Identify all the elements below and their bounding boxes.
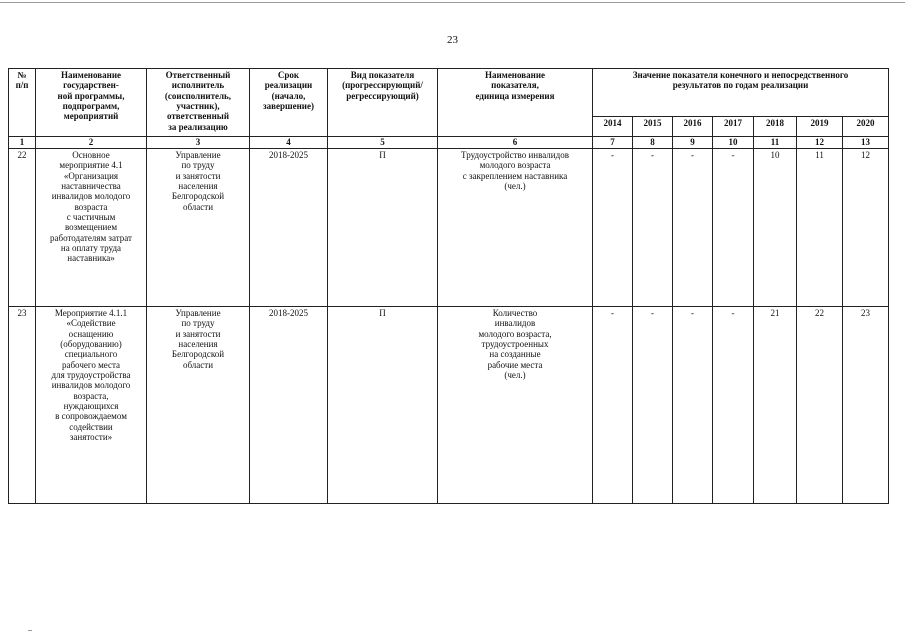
- row-num: 22: [9, 149, 36, 307]
- row-value-2016: -: [673, 307, 713, 504]
- row-value-2017: -: [713, 307, 754, 504]
- header-num: № п/п: [9, 69, 36, 137]
- page-number: 23: [447, 34, 458, 46]
- row-value-2019: 11: [797, 149, 843, 307]
- year-2020: 2020: [843, 117, 889, 137]
- page-top-border: [0, 2, 905, 3]
- year-2016: 2016: [673, 117, 713, 137]
- table-row: [9, 307, 889, 504]
- year-2017: 2017: [713, 117, 754, 137]
- colnum: 7: [593, 137, 633, 149]
- colnum: 9: [673, 137, 713, 149]
- row-value-2018: 10: [754, 149, 797, 307]
- header-values-caption: Значение показателя конечного и непосредственного результатов по годам реализации: [593, 69, 889, 117]
- year-2015: 2015: [633, 117, 673, 137]
- year-2018: 2018: [754, 117, 797, 137]
- row-num: 23: [9, 307, 36, 504]
- row-value-2017: -: [713, 149, 754, 307]
- colnum: 13: [843, 137, 889, 149]
- header-executor: Ответственный исполнитель (соисполнитель, участник), ответственный за реализацию: [147, 69, 250, 137]
- column-numbers-row: [9, 137, 889, 149]
- row-value-2020: 23: [843, 307, 889, 504]
- colnum: 11: [754, 137, 797, 149]
- row-indicator-name: Количество инвалидов молодого возраста, трудоустроенных на созданные рабочие места (чел.): [438, 307, 593, 504]
- colnum: 2: [36, 137, 147, 149]
- colnum: 5: [328, 137, 438, 149]
- row-value-2016: -: [673, 149, 713, 307]
- header-row: [9, 69, 889, 117]
- row-value-2015: -: [633, 307, 673, 504]
- row-indicator-name: Трудоустройство инвалидов молодого возраста с закреплением наставника (чел.): [438, 149, 593, 307]
- colnum: 6: [438, 137, 593, 149]
- colnum: 4: [250, 137, 328, 149]
- colnum: 1: [9, 137, 36, 149]
- year-2014: 2014: [593, 117, 633, 137]
- row-indicator-type: П: [328, 149, 438, 307]
- row-executor: Управление по труду и занятости населения Белгородской области: [147, 149, 250, 307]
- header-period: Срок реализации (начало, завершение): [250, 69, 328, 137]
- row-period: 2018-2025: [250, 149, 328, 307]
- colnum: 12: [797, 137, 843, 149]
- table-row: [9, 149, 889, 307]
- row-value-2018: 21: [754, 307, 797, 504]
- program-table: [8, 68, 889, 504]
- colnum: 10: [713, 137, 754, 149]
- header-indicator-name: Наименование показателя, единица измерения: [438, 69, 593, 137]
- row-indicator-type: П: [328, 307, 438, 504]
- header-indicator-type: Вид показателя (прогрессирующий/ регрессирующий): [328, 69, 438, 137]
- row-program: Мероприятие 4.1.1 «Содействие оснащению (оборудованию) специального рабочего места для трудоустройства инвалидов молодого возраста, нуждающихся в сопровождаемом содействии занятости»: [36, 307, 147, 504]
- row-program: Основное мероприятие 4.1 «Организация наставничества инвалидов молодого возраста с частичным возмещением работодателям затрат на оплату труда наставника»: [36, 149, 147, 307]
- row-value-2014: -: [593, 307, 633, 504]
- colnum: 8: [633, 137, 673, 149]
- header-program: Наименование государствен- ной программы, подпрограмм, мероприятий: [36, 69, 147, 137]
- row-period: 2018-2025: [250, 307, 328, 504]
- colnum: 3: [147, 137, 250, 149]
- year-2019: 2019: [797, 117, 843, 137]
- row-value-2015: -: [633, 149, 673, 307]
- scan-mark: [28, 630, 32, 631]
- row-value-2019: 22: [797, 307, 843, 504]
- row-executor: Управление по труду и занятости населения Белгородской области: [147, 307, 250, 504]
- row-value-2020: 12: [843, 149, 889, 307]
- row-value-2014: -: [593, 149, 633, 307]
